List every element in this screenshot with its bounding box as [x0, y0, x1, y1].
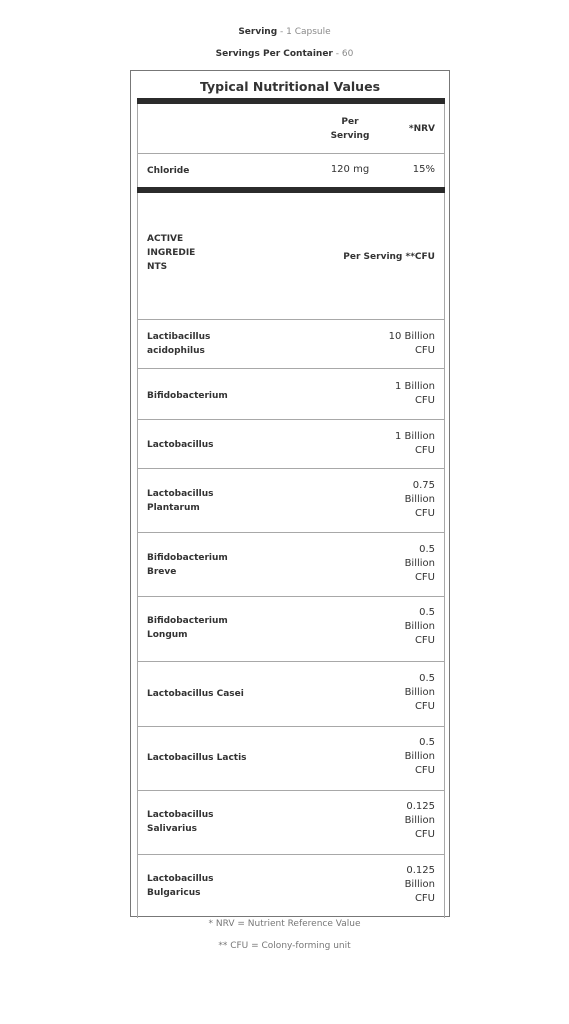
ingredient-amount: 0.125 Billion CFU [404, 865, 435, 904]
row-divider [137, 532, 445, 533]
ingredient-name: Lactobacillus Casei [147, 689, 244, 699]
ingredient-name: Bifidobacterium [147, 391, 228, 401]
ingredient-name: Lactobacillus Plantarum [147, 489, 214, 513]
ingredient-amount: 10 Billion CFU [388, 331, 435, 356]
active-ingredients-header: ACTIVE INGREDIE NTS [147, 234, 196, 272]
ingredient-name: Lactobacillus Bulgaricus [147, 874, 214, 898]
serving-sep: - [277, 27, 287, 37]
serving-label: Serving [238, 27, 278, 37]
chloride-amount: 120 mg [330, 164, 370, 175]
thick-divider [137, 98, 445, 104]
ingredient-name: Lactobacillus Lactis [147, 753, 247, 763]
row-divider [137, 368, 445, 369]
row-divider [137, 596, 445, 597]
servings-per-container-value: 60 [341, 49, 354, 59]
ingredient-amount: 0.125 Billion CFU [404, 801, 435, 840]
ingredient-amount: 1 Billion CFU [395, 431, 435, 456]
row-divider [137, 319, 445, 320]
ingredient-name: Bifidobacterium Longum [147, 616, 228, 640]
cfu-footnote: ** CFU = Colony-forming unit [218, 941, 351, 951]
ingredient-amount: 0.75 Billion CFU [404, 480, 435, 519]
nutrition-table [130, 70, 450, 917]
ingredient-amount: 0.5 Billion CFU [404, 673, 435, 712]
servings-per-container-line [0, 49, 569, 59]
per-serving-header: Per Serving [330, 117, 370, 141]
chloride-label: Chloride [147, 166, 190, 176]
serving-line [0, 27, 569, 37]
left-border [137, 104, 138, 187]
row-divider [137, 661, 445, 662]
ingredient-amount: 0.5 Billion CFU [404, 544, 435, 583]
ingredient-amount: 1 Billion CFU [395, 381, 435, 406]
row-divider [137, 419, 445, 420]
chloride-nrv: 15% [412, 164, 435, 175]
ingredient-name: Bifidobacterium Breve [147, 553, 228, 577]
ingredient-amount: 0.5 Billion CFU [404, 737, 435, 776]
ingredient-amount: 0.5 Billion CFU [404, 607, 435, 646]
ingredient-name: Lactobacillus [147, 440, 214, 450]
left-border [137, 193, 138, 918]
table-title: Typical Nutritional Values [199, 79, 381, 94]
ingredient-name: Lactibacillus acidophilus [147, 332, 211, 356]
nrv-footnote: * NRV = Nutrient Reference Value [208, 919, 361, 929]
row-divider [137, 153, 445, 154]
nrv-header: *NRV [408, 124, 435, 134]
ingredient-name: Lactobacillus Salivarius [147, 810, 214, 834]
servings-per-container-label: Servings Per Container [215, 49, 333, 59]
thick-divider [137, 187, 445, 193]
right-border [444, 193, 445, 918]
serving-value: 1 Capsule [286, 27, 331, 37]
per-serving-cfu-header: Per Serving **CFU [343, 252, 435, 262]
row-divider [137, 854, 445, 855]
servings-sep: - [332, 49, 342, 59]
row-divider [137, 468, 445, 469]
row-divider [137, 790, 445, 791]
row-divider [137, 726, 445, 727]
right-border [444, 104, 445, 187]
